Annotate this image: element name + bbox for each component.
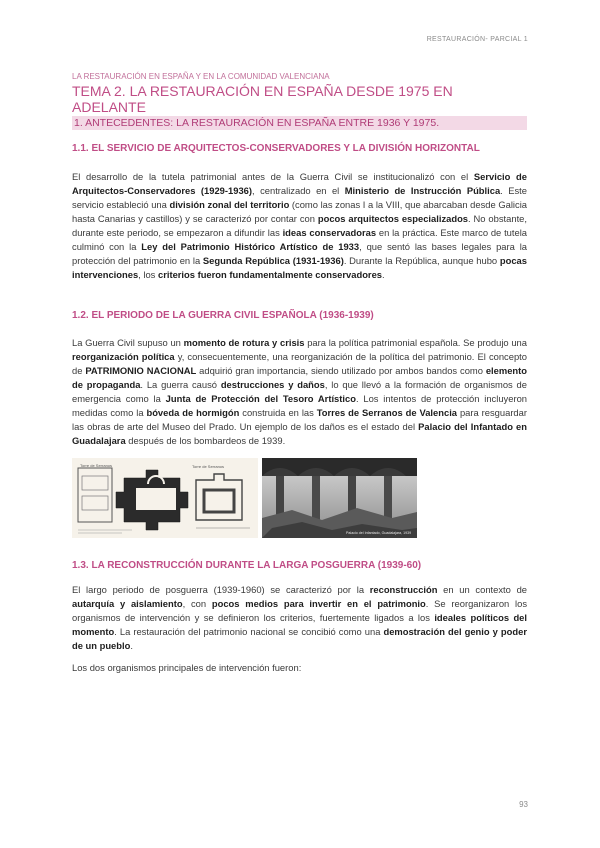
text-run: . bbox=[382, 269, 385, 280]
bold-phrase: Junta de Protección del Tesoro Artístico bbox=[165, 393, 356, 404]
bold-phrase: reconstrucción bbox=[369, 584, 438, 595]
bold-phrase: PATRIMONIO NACIONAL bbox=[85, 365, 197, 376]
text-run: , lo que llevó a la formación de organismos de emergencia como la bbox=[72, 379, 527, 404]
bold-phrase: pocas intervenciones bbox=[72, 255, 527, 280]
bold-phrase: autarquía y aislamiento bbox=[72, 598, 183, 609]
section-heading-1-2: 1.2. EL PERIODO DE LA GUERRA CIVIL ESPAÑOLA (1936-1939) bbox=[72, 310, 374, 321]
text-run: . Se reorganizaron los organismos de intervención y se definieron los criterios, fuertemente ligados a los bbox=[72, 598, 528, 623]
page-content bbox=[72, 72, 527, 675]
bold-phrase: división zonal del territorio bbox=[169, 199, 290, 210]
bold-phrase: Ministerio de Instrucción Pública bbox=[344, 185, 501, 196]
text-run: . La guerra causó bbox=[140, 379, 221, 390]
text-run: . bbox=[130, 640, 133, 651]
text-run: , centralizado en el bbox=[252, 185, 345, 196]
closing-line: Los dos organismos principales de intervención fueron: bbox=[72, 662, 302, 673]
text-run: La Guerra Civil supuso un bbox=[72, 337, 184, 348]
paragraph-1-2 bbox=[72, 336, 527, 448]
bold-phrase: Palacio del Infantado en Guadalajara bbox=[72, 421, 527, 446]
paragraph-1-3 bbox=[72, 583, 527, 653]
subtitle-bar: 1. ANTECEDENTES: LA RESTAURACIÓN EN ESPAÑA ENTRE 1936 Y 1975. bbox=[72, 116, 527, 130]
section-heading-1-3: 1.3. LA RECONSTRUCCIÓN DURANTE LA LARGA POSGUERRA (1939-60) bbox=[72, 560, 422, 571]
text-run: , con bbox=[182, 598, 212, 609]
text-run: , que sentó las bases legales para la protección del patrimonio en la bbox=[72, 241, 528, 266]
text-run: . Durante la República, aunque hubo bbox=[343, 255, 500, 266]
text-run: después de los bombardeos de 1939. bbox=[125, 435, 286, 446]
bold-phrase: ideas conservadoras bbox=[282, 227, 377, 238]
text-run: . No obstante, durante este periodo, se empezaron a difundir las bbox=[72, 213, 527, 238]
text-run: para resguardar las obras de arte del Museo del Prado. Un ejemplo de los daños es el estado del bbox=[72, 407, 527, 432]
palacio-infantado-photo bbox=[262, 458, 417, 538]
bold-phrase: criterios fueron fundamentalmente conservadores bbox=[157, 269, 383, 280]
text-run: El largo periodo de posguerra (1939-1960) se caracterizó por la bbox=[72, 584, 370, 595]
text-run: en la práctica. Este marco de tutela culminó con la bbox=[72, 227, 528, 252]
bold-phrase: momento de rotura y crisis bbox=[183, 337, 305, 348]
paragraph-1-1 bbox=[72, 170, 527, 282]
bold-phrase: reorganización política bbox=[72, 351, 175, 362]
bold-phrase: pocos arquitectos especializados bbox=[317, 213, 469, 224]
text-run: adquirió gran importancia, siendo utilizado por ambos bandos como bbox=[196, 365, 486, 376]
text-run: , los bbox=[138, 269, 158, 280]
plan-caption-right: Torre de Serranos bbox=[192, 464, 225, 469]
bold-phrase: Servicio de Arquitectos-Conservadores (1929-1936) bbox=[72, 171, 527, 196]
plan-caption-left: Torre de Serranos bbox=[80, 463, 113, 468]
running-head: RESTAURACIÓN- PARCIAL 1 bbox=[426, 36, 528, 43]
page-title: TEMA 2. LA RESTAURACIÓN EN ESPAÑA DESDE 1975 EN ADELANTE bbox=[72, 83, 453, 115]
bold-phrase: destrucciones y daños bbox=[220, 379, 325, 390]
bold-phrase: Torres de Serranos de Valencia bbox=[316, 407, 458, 418]
section-heading-1-1: 1.1. EL SERVICIO DE ARQUITECTOS-CONSERVADORES Y LA DIVISIÓN HORIZONTAL bbox=[72, 143, 480, 154]
bold-phrase: bóveda de hormigón bbox=[146, 407, 240, 418]
bold-phrase: ideales políticos del momento bbox=[72, 612, 527, 637]
photo-caption: Palacio del Infantado, Guadalajara, 1939 bbox=[346, 531, 412, 535]
text-run: (como las zonas I a la VIII, que abarcaban desde Galicia hasta Canarias y castillos) y se caracterizó por contar con bbox=[72, 199, 527, 224]
bold-phrase: demostración del genio y poder de un pueblo bbox=[72, 626, 527, 651]
text-run: en un contexto de bbox=[437, 584, 527, 595]
bold-phrase: pocos medios para invertir en el patrimonio bbox=[211, 598, 426, 609]
text-run: . Este servicio estableció una bbox=[72, 185, 527, 210]
text-run: construida en las bbox=[239, 407, 317, 418]
text-run: . Los intentos de protección incluyeron medidas como la bbox=[72, 393, 527, 418]
bold-phrase: Ley del Patrimonio Histórico Artístico de 1933 bbox=[141, 241, 360, 252]
text-run: para la política patrimonial española. Se produjo una bbox=[304, 337, 527, 348]
kicker: LA RESTAURACIÓN EN ESPAÑA Y EN LA COMUNIDAD VALENCIANA bbox=[72, 72, 330, 81]
bold-phrase: elemento de propaganda bbox=[72, 365, 527, 390]
page-number: 93 bbox=[519, 800, 528, 809]
torres-serranos-plan-image bbox=[72, 458, 258, 538]
text-run: y, consecuentemente, una reorganización de la política del patrimonio. El concepto de bbox=[72, 351, 527, 376]
figure-row bbox=[72, 458, 527, 538]
text-run: . La restauración del patrimonio nacional se concibió como una bbox=[114, 626, 384, 637]
bold-phrase: Segunda República (1931-1936) bbox=[202, 255, 344, 266]
text-run: El desarrollo de la tutela patrimonial antes de la Guerra Civil se institucionalizó con el bbox=[72, 171, 474, 182]
